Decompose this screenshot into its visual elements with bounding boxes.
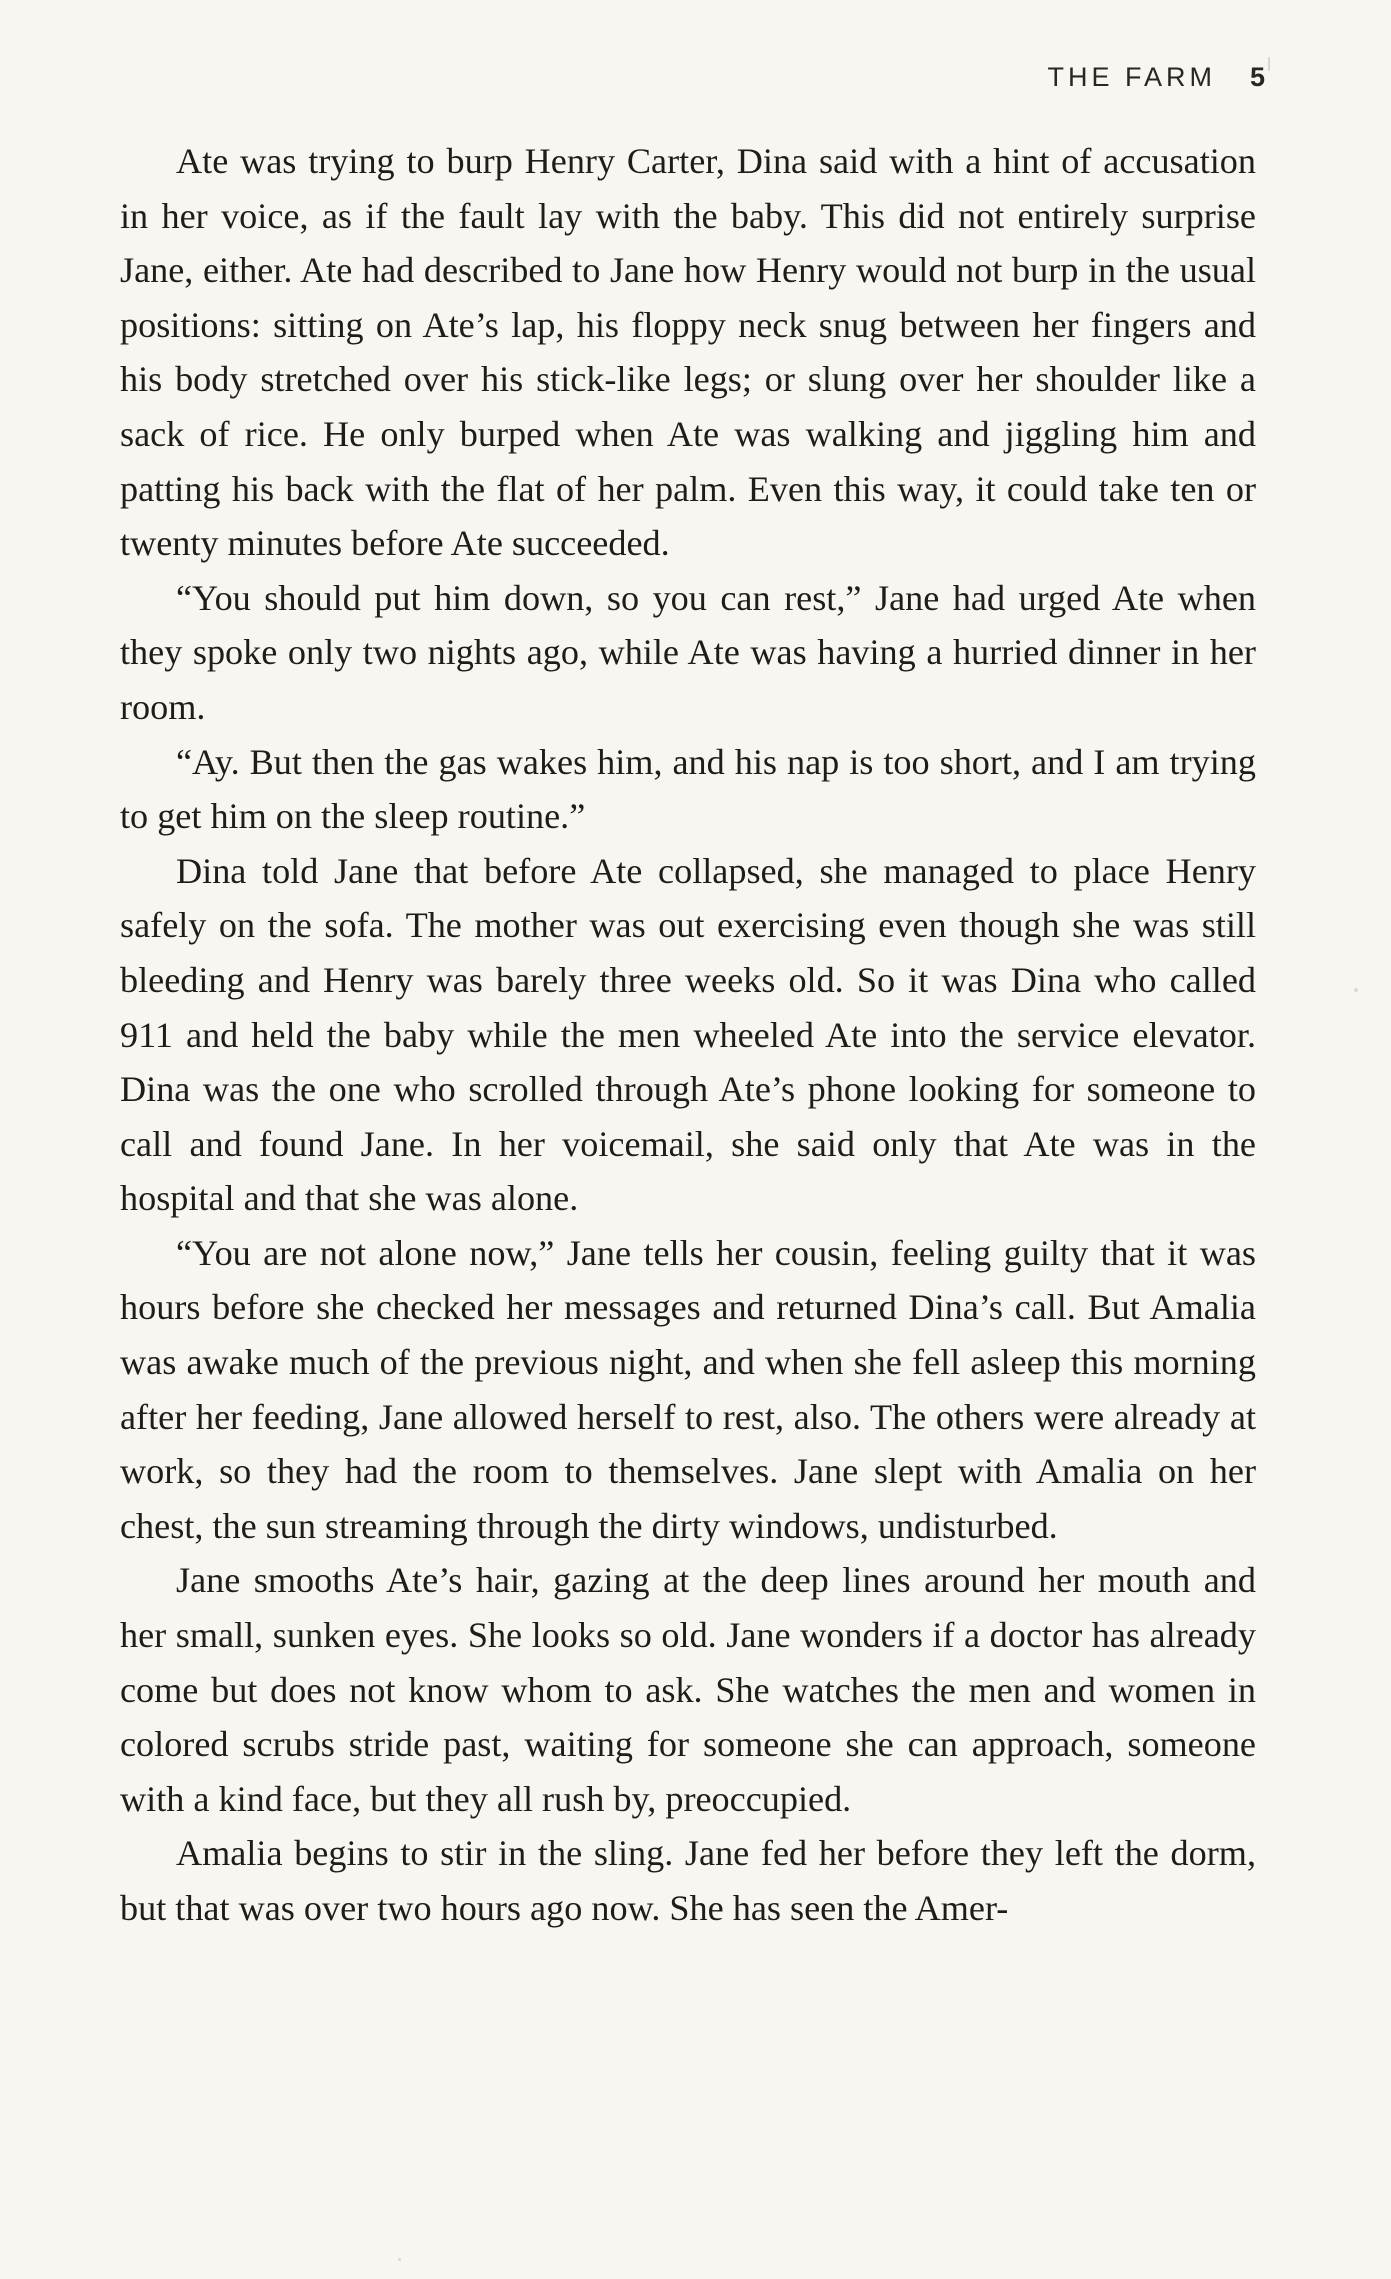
running-head [1047,62,1265,93]
paragraph: Jane smooths Ate’s hair, gazing at the deep lines around her mouth and her small, sunken eyes. She looks so old. Jane wonders if a doctor has already come but does not know whom to ask. She watches the men and women in colored scrubs stride past, waiting for someone she can approach, someone with a kind face, but they all rush by, preoccupied. [120,1560,1256,1819]
paragraph: “You should put him down, so you can rest,” Jane had urged Ate when they spoke only two nights ago, while Ate was having a hurried dinner in her room. [120,577,1256,727]
running-title: THE FARM [1047,62,1216,92]
paragraph: Ate was trying to burp Henry Carter, Dina said with a hint of accusation in her voice, as if the fault lay with the baby. This did not entirely surprise Jane, either. Ate had described to Jane how Henry would not burp in the usual positions: sitting on Ate’s lap, his floppy neck snug between her fingers and his body stretched over his stick-like legs; or slung over her shoulder like a sack of rice. He only burped when Ate was walking and jiggling him and patting his back with the flat of her palm. Even this way, it could take ten or twenty minutes before Ate succeeded. [120,141,1256,564]
paper-speck [398,2258,401,2261]
paragraph: “You are not alone now,” Jane tells her cousin, feeling guilty that it was hours before she checked her messages and returned Dina’s call. But Amalia was awake much of the previous night, and when she fell asleep this morning after her feeding, Jane allowed herself to rest, also. The others were already at work, so they had the room to themselves. Jane slept with Amalia on her chest, the sun streaming through the dirty windows, undisturbed. [120,1232,1256,1546]
paper-speck [1268,57,1270,71]
body-text [120,134,1256,1936]
paragraph: Amalia begins to stir in the sling. Jane fed her before they left the dorm, but that was over two hours ago now. She has seen the Amer- [120,1833,1256,1928]
paragraph: “Ay. But then the gas wakes him, and his nap is too short, and I am trying to get him on the sleep routine.” [120,741,1256,837]
paragraph: Dina told Jane that before Ate collapsed, she managed to place Henry safely on the sofa. The mother was out exercising even though she was still bleeding and Henry was barely three weeks old. So it was Dina who called 911 and held the baby while the men wheeled Ate into the service elevator. Dina was the one who scrolled through Ate’s phone looking for someone to call and found Jane. In her voicemail, she said only that Ate was in the hospital and that she was alone. [120,850,1256,1219]
paper-speck [1354,988,1358,992]
page-number: 5 [1249,62,1265,92]
